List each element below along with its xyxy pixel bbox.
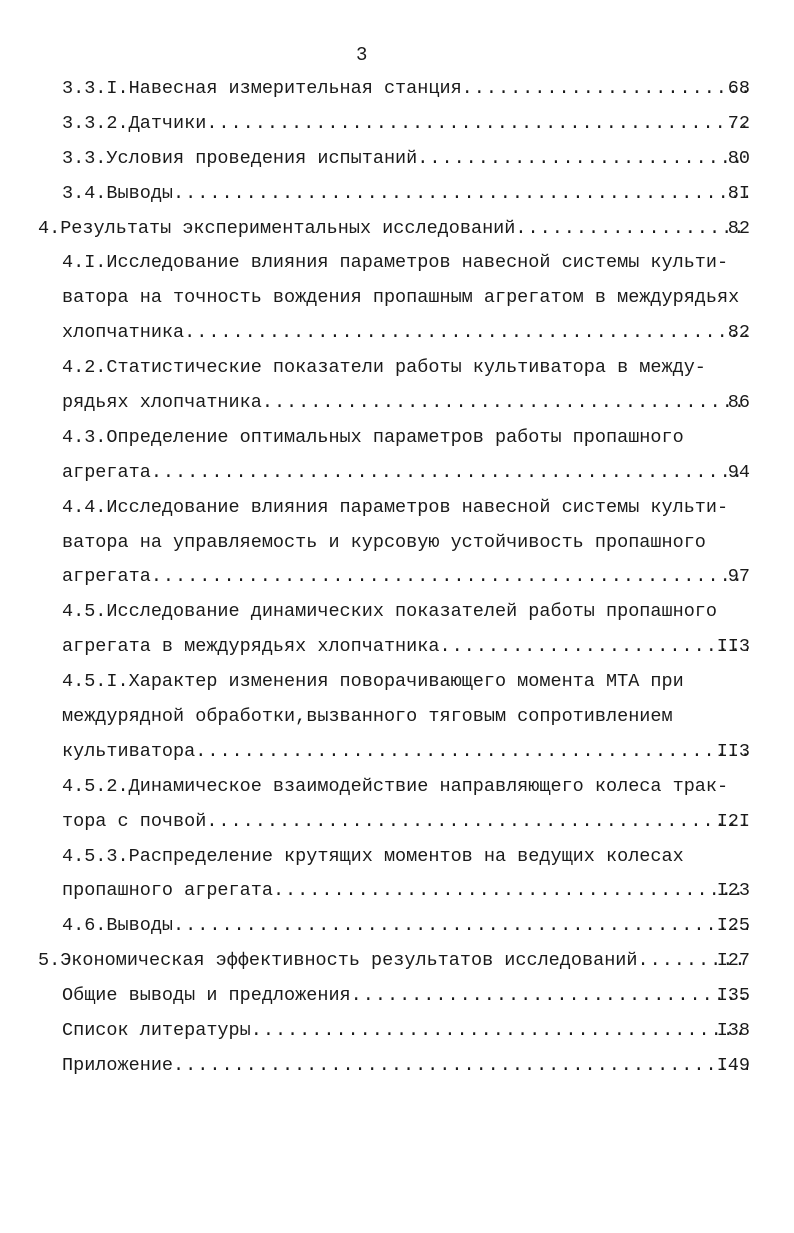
toc-dot-leader xyxy=(273,874,748,909)
toc-leader-line xyxy=(62,979,748,1014)
toc-dot-leader xyxy=(173,909,748,944)
toc-leader-line xyxy=(62,805,748,840)
page-number: 3 xyxy=(356,44,368,66)
toc-leader-line xyxy=(62,456,748,491)
toc-entry-line xyxy=(0,491,794,526)
toc-entry-title: 5.Экономическая эффективность результатов исследований xyxy=(38,950,638,972)
table-of-contents xyxy=(0,72,794,1084)
toc-page-number: I23 xyxy=(716,880,750,902)
toc-entry-line xyxy=(0,560,794,595)
toc-entry-line xyxy=(0,770,794,805)
toc-dot-leader xyxy=(151,456,748,491)
toc-leader-line xyxy=(62,72,748,107)
toc-entry-line xyxy=(0,142,794,177)
toc-page-number: I27 xyxy=(716,950,750,972)
toc-dot-leader xyxy=(206,805,748,840)
toc-page-number: 82 xyxy=(727,217,750,239)
toc-page-number: 8I xyxy=(727,182,750,204)
toc-entry-line xyxy=(0,386,794,421)
toc-leader-line xyxy=(62,1014,748,1049)
toc-entry-title: культиватора xyxy=(62,740,196,762)
toc-entry-line xyxy=(0,595,794,630)
toc-entry-line xyxy=(0,944,794,979)
toc-page-number: II3 xyxy=(716,636,750,658)
toc-dot-leader xyxy=(173,177,748,212)
toc-page-number: 94 xyxy=(727,461,750,483)
toc-entry-line xyxy=(0,979,794,1014)
toc-entry-line xyxy=(0,212,794,247)
toc-leader-line xyxy=(62,142,748,177)
toc-page-number: II3 xyxy=(716,740,750,762)
toc-entry-title: агрегата xyxy=(62,461,151,483)
toc-page-number: I2I xyxy=(716,810,750,832)
toc-entry-title: 3.4.Выводы xyxy=(62,182,174,204)
toc-dot-leader xyxy=(439,630,748,665)
toc-entry-title: 3.3.2.Датчики xyxy=(62,112,207,134)
toc-leader-line xyxy=(62,107,748,142)
toc-entry-title: ватора на управляемость и курсовую устойчивость пропашного xyxy=(62,531,706,553)
toc-entry-line xyxy=(0,72,794,107)
toc-entry-line xyxy=(0,840,794,875)
toc-entry-title: 4.5.I.Характер изменения поворачивающего момента МТА при xyxy=(62,671,684,693)
toc-entry-line xyxy=(0,351,794,386)
toc-leader-line xyxy=(62,560,748,595)
toc-dot-leader xyxy=(151,560,748,595)
toc-entry-title: Общие выводы и предложения xyxy=(62,985,351,1007)
toc-entry-line xyxy=(0,735,794,770)
toc-page-number: I35 xyxy=(716,985,750,1007)
toc-entry-title: Список литературы xyxy=(62,1020,251,1042)
toc-leader-line xyxy=(62,1049,748,1084)
toc-entry-title: 4.2.Статистические показатели работы культиватора в между- xyxy=(62,357,706,379)
toc-entry-title: тора с почвой xyxy=(62,810,207,832)
toc-entry-line xyxy=(0,630,794,665)
toc-leader-line xyxy=(62,735,748,770)
toc-entry-line xyxy=(0,805,794,840)
toc-entry-title: 4.3.Определение оптимальных параметров работы пропашного xyxy=(62,426,684,448)
toc-leader-line xyxy=(62,874,748,909)
toc-entry-line xyxy=(0,107,794,142)
toc-entry-line xyxy=(0,1014,794,1049)
toc-page-number: I38 xyxy=(716,1020,750,1042)
toc-entry-line xyxy=(0,281,794,316)
toc-page-number: 72 xyxy=(727,112,750,134)
toc-entry-title: 3.3.I.Навесная измерительная станция xyxy=(62,78,462,99)
toc-page-number: 97 xyxy=(727,566,750,588)
toc-page-number: 82 xyxy=(727,322,750,344)
toc-entry-title: 3.3.Условия проведения испытаний xyxy=(62,147,418,169)
toc-leader-line xyxy=(62,177,748,212)
toc-page-number: 68 xyxy=(727,78,750,99)
toc-entry-title: 4.5.2.Динамическое взаимодействие направляющего колеса трак- xyxy=(62,775,729,797)
toc-entry-line xyxy=(0,421,794,456)
toc-dot-leader xyxy=(173,1049,748,1084)
toc-entry-title: агрегата xyxy=(62,566,151,588)
toc-entry-title: рядьях хлопчатника xyxy=(62,392,262,414)
toc-entry-line xyxy=(0,874,794,909)
toc-leader-line xyxy=(38,944,748,979)
toc-page-number: 86 xyxy=(727,392,750,414)
toc-entry-line xyxy=(0,316,794,351)
toc-entry-line xyxy=(0,700,794,735)
toc-page-number: 80 xyxy=(727,147,750,169)
toc-entry-title: пропашного агрегата xyxy=(62,880,273,902)
toc-leader-line xyxy=(38,212,748,247)
toc-entry-line xyxy=(0,526,794,561)
toc-dot-leader xyxy=(251,1014,748,1049)
toc-leader-line xyxy=(62,386,748,421)
toc-entry-title: 4.6.Выводы xyxy=(62,915,174,937)
toc-entry-title: междурядной обработки,вызванного тяговым сопротивлением xyxy=(62,706,673,728)
toc-dot-leader xyxy=(184,316,748,351)
toc-entry-title: 4.I.Исследование влияния параметров навесной системы культи- xyxy=(62,252,729,274)
toc-leader-line xyxy=(62,630,748,665)
toc-leader-line xyxy=(62,316,748,351)
toc-entry-title: 4.5.3.Распределение крутящих моментов на ведущих колесах xyxy=(62,845,684,867)
toc-entry-line xyxy=(0,1049,794,1084)
toc-entry-line xyxy=(0,909,794,944)
toc-entry-title: 4.Результаты экспериментальных исследований xyxy=(38,217,516,239)
toc-dot-leader xyxy=(262,386,748,421)
toc-page-number: I49 xyxy=(716,1054,750,1076)
toc-entry-title: 4.4.Исследование влияния параметров навесной системы культи- xyxy=(62,496,729,518)
toc-leader-line xyxy=(62,909,748,944)
toc-page-number: I25 xyxy=(716,915,750,937)
toc-entry-title: хлопчатника xyxy=(62,322,185,344)
toc-entry-line xyxy=(0,246,794,281)
toc-entry-line xyxy=(0,665,794,700)
toc-entry-title: агрегата в междурядьях хлопчатника xyxy=(62,636,440,658)
toc-dot-leader xyxy=(206,107,748,142)
toc-dot-leader xyxy=(417,142,748,177)
toc-entry-line xyxy=(0,177,794,212)
toc-dot-leader xyxy=(351,979,748,1014)
toc-entry-line xyxy=(0,456,794,491)
toc-entry-title: ватора на точность вождения пропашным агрегатом в междурядьях xyxy=(62,287,740,309)
toc-dot-leader xyxy=(462,72,748,107)
toc-dot-leader xyxy=(195,735,748,770)
toc-entry-title: Приложение xyxy=(62,1054,174,1076)
toc-entry-title: 4.5.Исследование динамических показателей работы пропашного xyxy=(62,601,718,623)
